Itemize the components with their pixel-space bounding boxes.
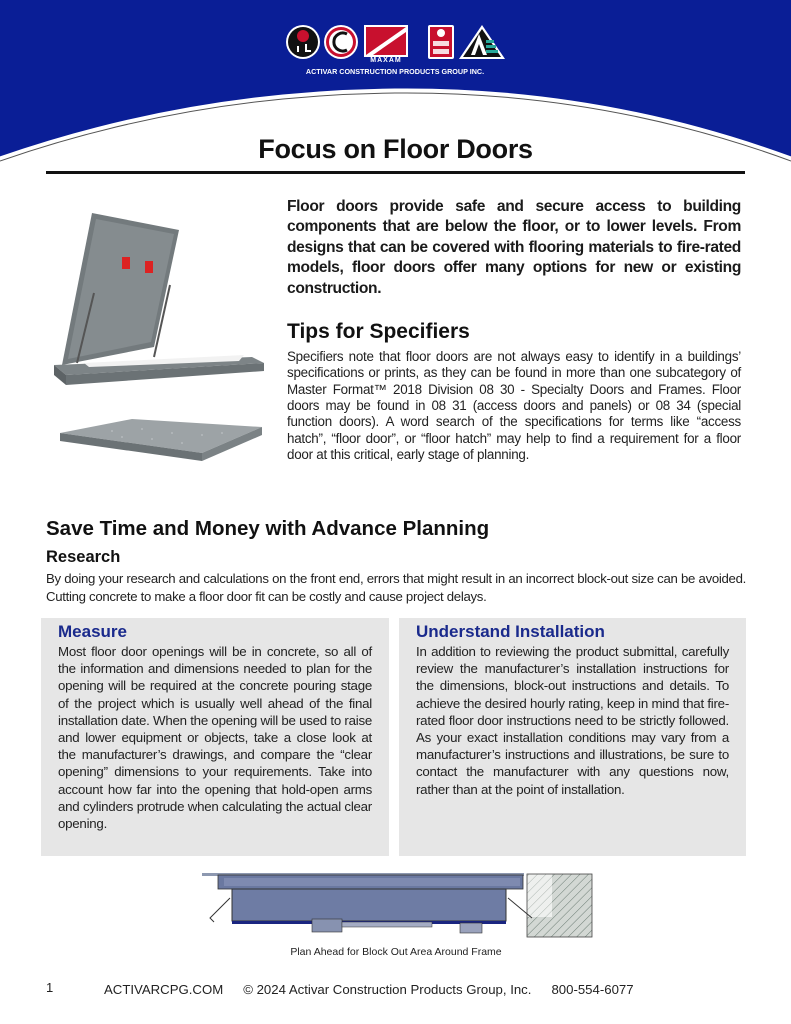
tips-heading: Tips for Specifiers: [287, 320, 470, 344]
footer-phone: 800-554-6077: [551, 982, 634, 997]
block-out-diagram: [202, 870, 594, 940]
installation-paragraph: In addition to reviewing the product submittal, carefully review the manufacturer’s installation instructions for the dimensions, block-out instructions and details. To achieve the desired hourly rating, keep in mind that fire-rated floor door instructions need to be strictly followed. As your exact installation conditions may vary from a manufacturer’s instructions and illustrations, be sure to contact the manufacturer with any questions now, rather than at the point of installation.: [416, 644, 729, 797]
planning-heading: Save Time and Money with Advance Planning: [46, 517, 490, 540]
footer: [104, 982, 654, 998]
measure-paragraph: Most floor door openings will be in concrete, so all of the information and dimensions needed to plan for the opening will be required at the concrete pouring stage of the project which is usually well ahead of the final installation date. When the opening will be used to raise and lower equipment or objects, take a close look at the manufacturer’s drawings, and compare the “clear opening” dimensions to your requirements. Take into account how far into the opening that hold-open arms and cylinders protrude when calculating the actual clear opening.: [58, 644, 372, 832]
intro-column: [287, 197, 741, 463]
footer-row: [46, 980, 746, 998]
company-tagline: ACTIVAR CONSTRUCTION PRODUCTS GROUP INC.: [305, 67, 485, 76]
page-number: 1: [46, 980, 54, 995]
maxam-label: MAXAM: [370, 57, 402, 64]
research-heading: Research: [46, 548, 121, 566]
open-floor-door-image: [44, 205, 269, 390]
brand-logos: [285, 22, 510, 62]
info-boxes: [41, 618, 746, 856]
cato-logo: [324, 25, 358, 59]
tips-paragraph: Specifiers note that floor doors are not always easy to identify in a buildings’ specifications or prints, as they can be found in more than one subcategory of Master Format™ 2018 Division 08 30 - Specialty Doors and Frames. Floor doors may be found in 08 31 (access doors and panels) or 08 34 (special function doors). A word search of the specifications for terms like “access hatch”, “floor door”, or “floor hatch” may help to find a requirement for a floor door at this critical, early stage of planning.: [287, 349, 741, 462]
planning-section: [46, 516, 746, 959]
dur-red-logo: [428, 25, 454, 59]
measure-box: [41, 618, 389, 856]
installation-heading: Understand Installation: [416, 622, 605, 641]
closed-floor-door-image: [52, 405, 267, 465]
footer-copyright: © 2024 Activar Construction Products Group, Inc.: [243, 982, 532, 997]
jl-logo: [286, 25, 320, 59]
footer-website[interactable]: ACTIVARCPG.COM: [104, 982, 224, 997]
installation-box: [399, 618, 746, 856]
figure-caption: Plan Ahead for Block Out Area Around Frame: [290, 946, 502, 958]
measure-heading: Measure: [58, 622, 127, 641]
activar-logo: [459, 25, 505, 59]
research-paragraph: By doing your research and calculations on the front end, errors that might result in an incorrect block-out size can be avoided. Cutting concrete to make a floor door fit can be costly and cause project delays.: [46, 571, 746, 604]
figure: [46, 870, 746, 959]
maxam-logo: [364, 25, 408, 57]
page-title: Focus on Floor Doors: [258, 134, 533, 164]
title-rule: [46, 171, 745, 174]
intro-paragraph: Floor doors provide safe and secure access to building components that are below the floor, or to lower levels. From designs that can be covered with flooring materials to fire-rated models, floor doors offer many options for new or existing construction.: [287, 198, 741, 297]
